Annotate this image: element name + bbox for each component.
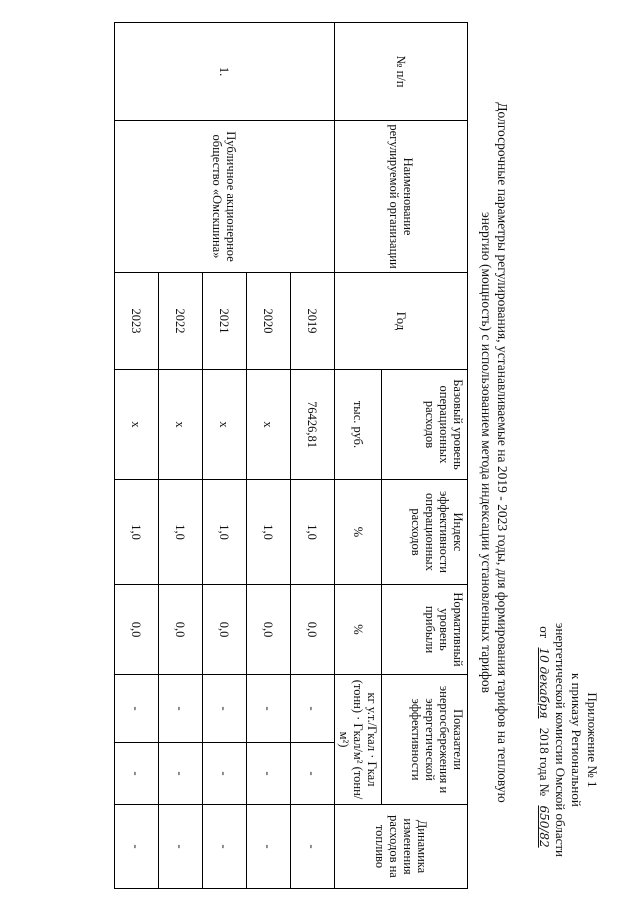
row-e2: - bbox=[115, 743, 159, 805]
row-profit: 0,0 bbox=[203, 585, 247, 675]
table-row bbox=[291, 23, 335, 889]
row-base: х bbox=[115, 370, 159, 480]
row-e2: - bbox=[159, 743, 203, 805]
header-energy: Показатели энергосбережения и энергетической эффективности bbox=[382, 675, 468, 805]
handwritten-order-number: 650/82 bbox=[537, 805, 551, 848]
row-base: х bbox=[247, 370, 291, 480]
row-year: 2023 bbox=[115, 273, 159, 370]
row-year: 2020 bbox=[247, 273, 291, 370]
row-year: 2019 bbox=[291, 273, 335, 370]
row-base: х bbox=[203, 370, 247, 480]
row-e1: - bbox=[159, 675, 203, 743]
row-e1: - bbox=[247, 675, 291, 743]
row-base: 76426,81 bbox=[291, 370, 335, 480]
row-e1: - bbox=[115, 675, 159, 743]
header-index: Индекс эффективности операционных расходов bbox=[382, 480, 468, 585]
row-index: 1,0 bbox=[115, 480, 159, 585]
unit-index: % bbox=[335, 480, 382, 585]
row-dyn: - bbox=[159, 805, 203, 889]
org-number: 1. bbox=[115, 23, 335, 121]
title-line-2: энергию (мощность) с использованием метода индексации установленных тарифов bbox=[479, 211, 494, 694]
appendix-number: Приложение № 1 bbox=[585, 692, 600, 788]
parameters-table bbox=[114, 22, 468, 889]
row-e2: - bbox=[291, 743, 335, 805]
row-year: 2022 bbox=[159, 273, 203, 370]
header-year: Год bbox=[335, 273, 468, 370]
unit-energy: кг у.т./Гкал · Гкал (тонн) · Гкал/м² (тонн/м²) bbox=[335, 675, 382, 805]
unit-base: тыс. руб. bbox=[335, 370, 382, 480]
row-index: 1,0 bbox=[159, 480, 203, 585]
appendix-header bbox=[536, 623, 600, 857]
row-e2: - bbox=[247, 743, 291, 805]
header-base: Базовый уровень операционных расходов bbox=[382, 370, 468, 480]
header-profit: Нормативный уровень прибыли bbox=[382, 585, 468, 675]
date-prefix: от bbox=[537, 626, 552, 639]
org-name: Публичное акционерное общество «Омскшина» bbox=[115, 121, 335, 273]
table-header-row bbox=[382, 23, 468, 889]
handwritten-date: 10 декабря bbox=[537, 647, 551, 719]
row-index: 1,0 bbox=[291, 480, 335, 585]
unit-profit: % bbox=[335, 585, 382, 675]
title-line-1: Долгосрочные параметры регулирования, устанавливаемые на 2019 - 2023 годы, для формирования тарифов на тепловую bbox=[495, 102, 510, 803]
row-profit: 0,0 bbox=[115, 585, 159, 675]
row-e1: - bbox=[203, 675, 247, 743]
header-num: № п/п bbox=[335, 23, 468, 121]
unit-e1: кг у.т./Гкал bbox=[365, 692, 379, 752]
row-dyn: - bbox=[203, 805, 247, 889]
commission-name: энергетической комиссии Омской области bbox=[553, 622, 568, 857]
row-index: 1,0 bbox=[203, 480, 247, 585]
document-title bbox=[478, 30, 510, 875]
order-date-line bbox=[536, 623, 552, 857]
order-reference: к приказу Региональной bbox=[569, 673, 584, 807]
row-dyn: - bbox=[115, 805, 159, 889]
row-e1: - bbox=[291, 675, 335, 743]
row-index: 1,0 bbox=[247, 480, 291, 585]
row-profit: 0,0 bbox=[247, 585, 291, 675]
date-year: 2018 года № bbox=[537, 727, 552, 797]
header-dyn: Динамика изменения расходов на топливо bbox=[335, 805, 468, 889]
row-e2: - bbox=[203, 743, 247, 805]
row-profit: 0,0 bbox=[159, 585, 203, 675]
row-base: х bbox=[159, 370, 203, 480]
header-org: Наименование регулируемой организации bbox=[335, 121, 468, 273]
unit-e2: Гкал (тонн) bbox=[351, 679, 379, 787]
row-dyn: - bbox=[247, 805, 291, 889]
row-year: 2021 bbox=[203, 273, 247, 370]
unit-e3: Гкал/м² (тонн/м²) bbox=[337, 723, 365, 800]
row-profit: 0,0 bbox=[291, 585, 335, 675]
row-dyn: - bbox=[291, 805, 335, 889]
